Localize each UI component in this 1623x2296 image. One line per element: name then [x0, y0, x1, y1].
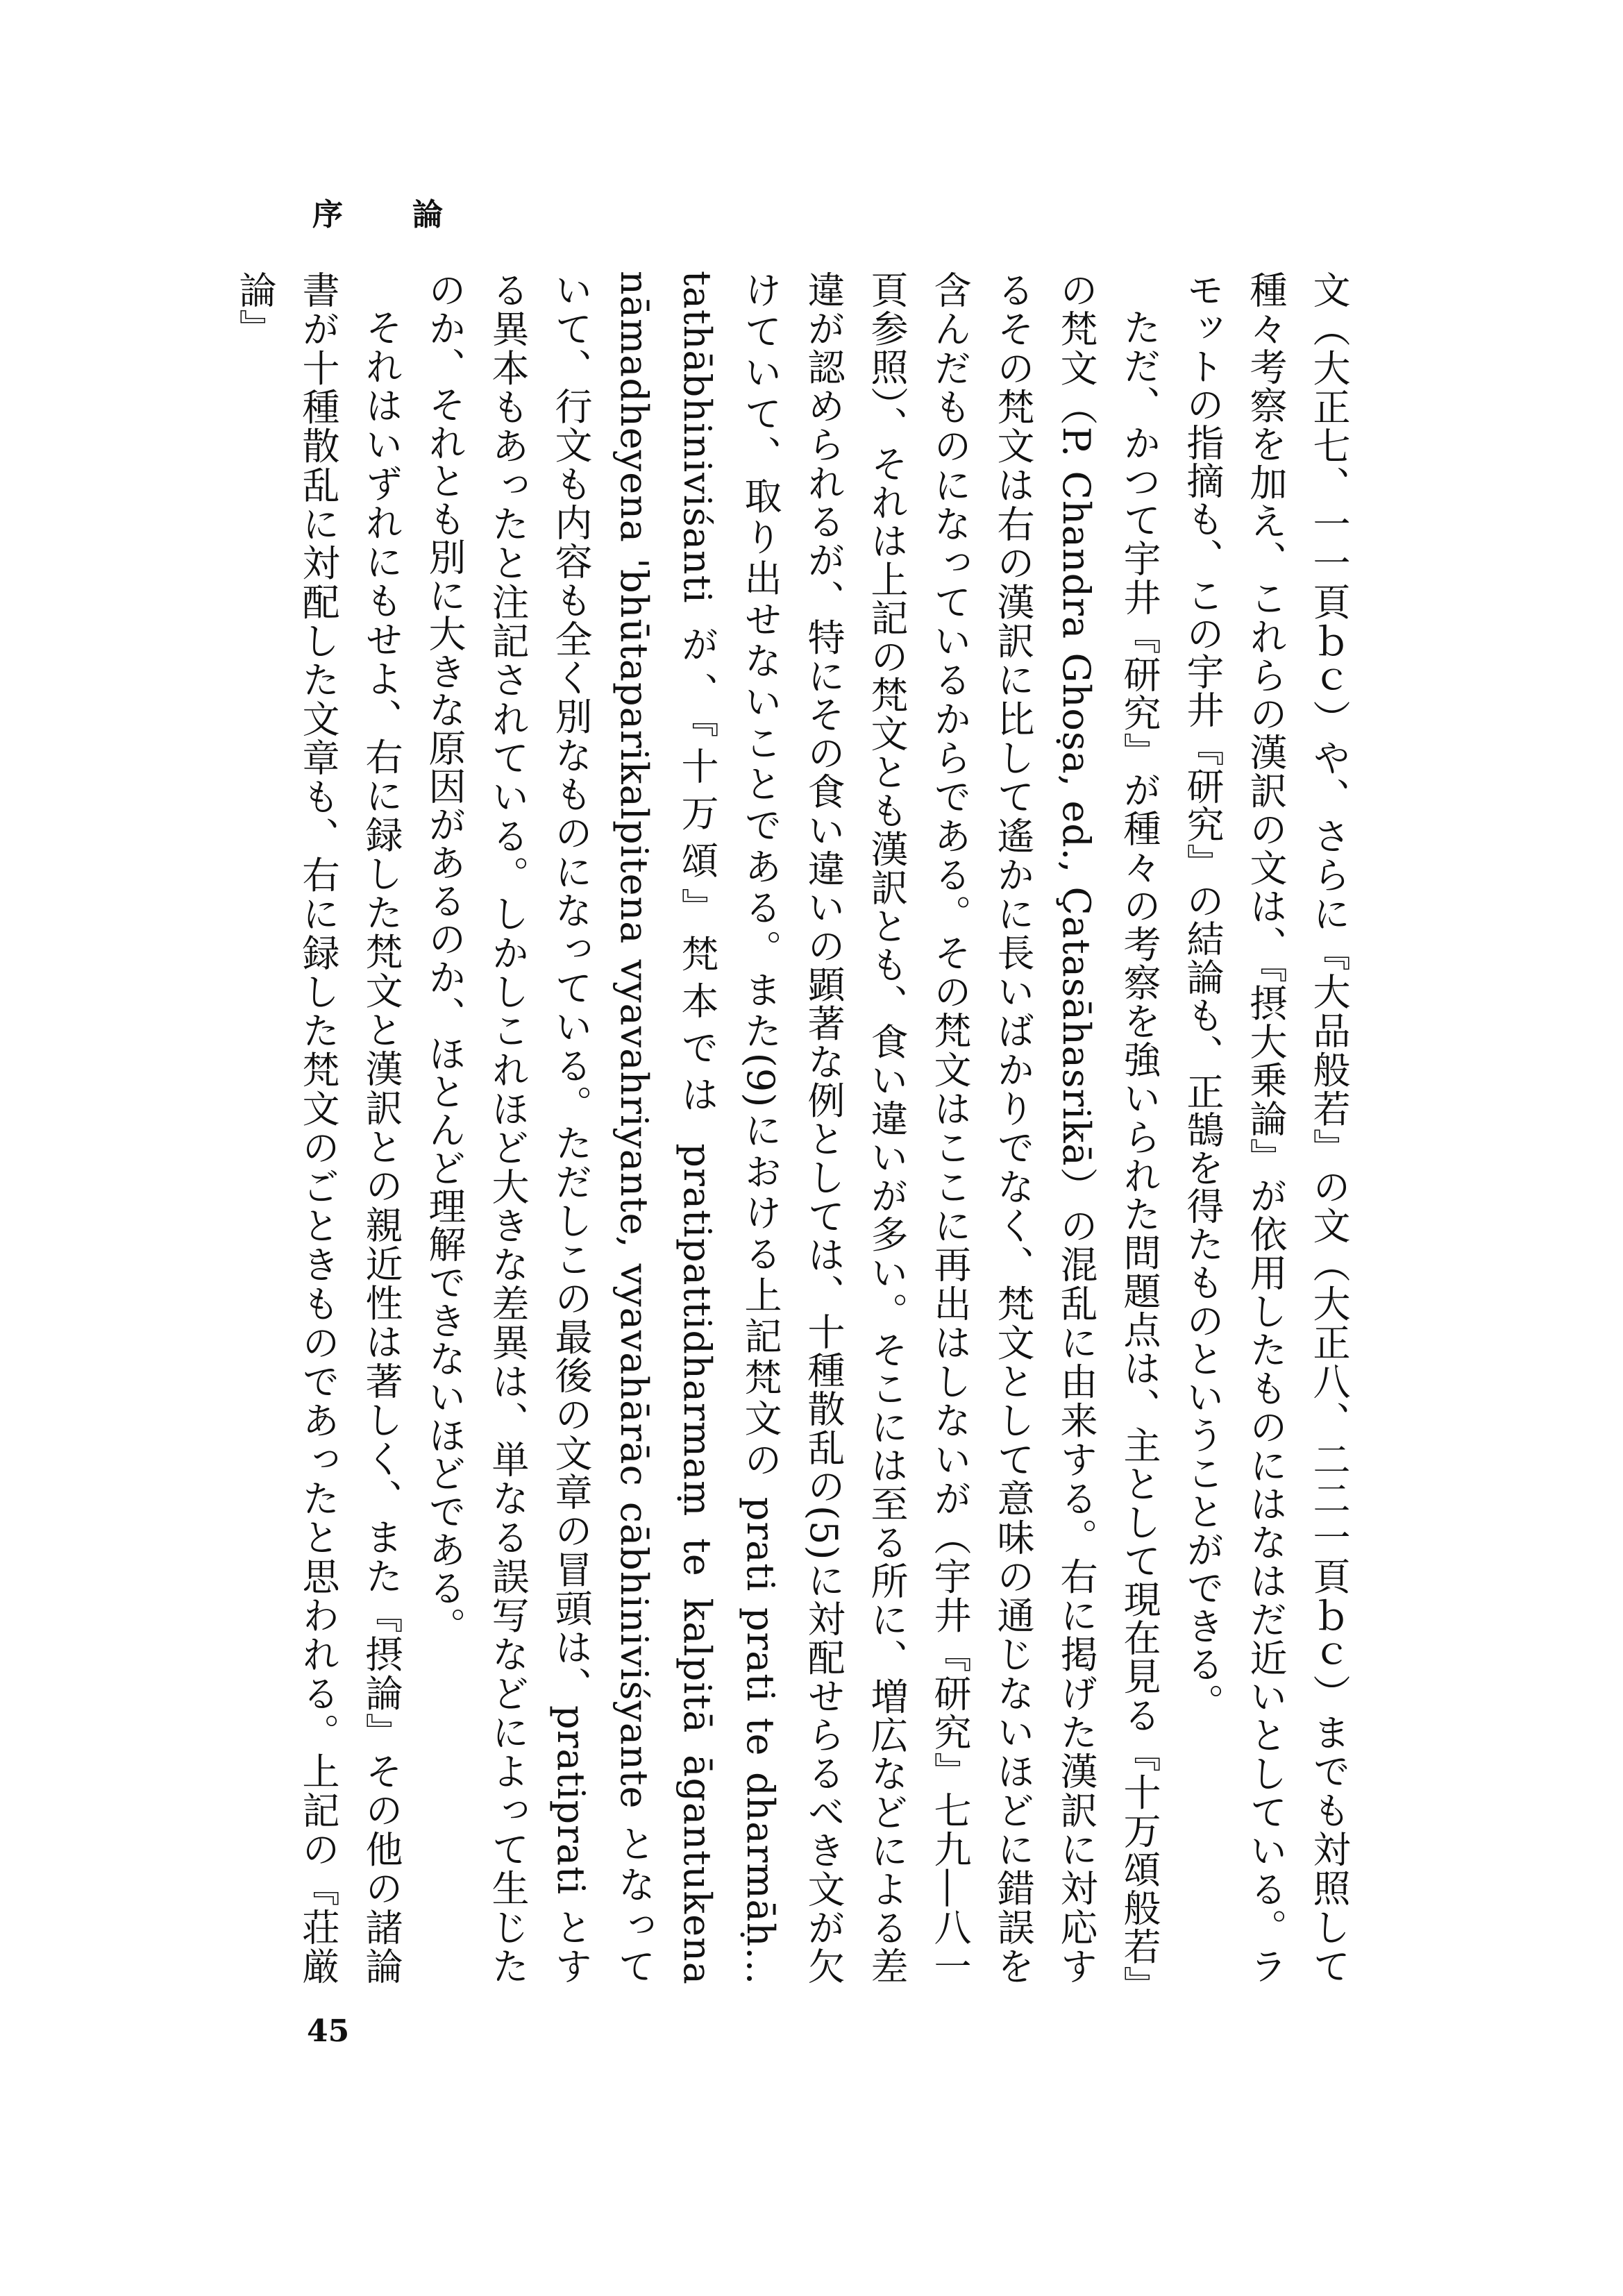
running-title: 序論 — [312, 197, 512, 233]
paragraph-2: ただ、かつて宇井『研究』が種々の考察を強いられた問題点は、主として現在見る『十万頌般若』の梵文（P. Chandra Ghoṣa, ed., Çatasāhasrikā）の混乱に由来する。右に掲げた漢訳に対応するその梵文は右の漢訳に比して遙かに長いばかりでなく、梵文として意味の通じないほどに錯誤を含んだものになっているからである。その梵文はここに再出はしないが（宇井『研究』七九―八一頁参照）、それは上記の梵文とも漢訳とも、食い違いが多い。そこには至る所に、増広などによる差違が認められるが、特にその食い違いの顕著な例としては、十種散乱の(5)に対配せらるべき文が欠けていて、取り出せないことである。また(9)における上記梵文の prati prati te dharmāḥ... tathābhiniviśanti が、『十万頌』梵本では pratipattidharmaṃ te kalpitā āgantukena nāmadheyena 'bhūtaparikalpitena vyavahriyante, vyavahārāc cābhiniviśyante となっていて、行文も内容も全く別なものになっている。ただしこの最後の文章の冒頭は、pratiprati とする異本もあったと注記されている。しかしこれほど大きな差異は、単なる誤写などによって生じたのか、それとも別に大きな原因があるのか、ほとんど理解できないほどである。 — [423, 271, 1161, 1985]
paragraph-3: それはいずれにもせよ、右に録した梵文と漢訳との親近性は著しく、また『摂論』その他の諸論書が十種散乱に対配した文章も、右に録した梵文のごときものであったと思われる。上記の『荘厳論』 — [233, 271, 403, 1985]
page-number: 45 — [307, 2014, 350, 2049]
paragraph-1: 文（大正七、一一頁ｂｃ）や、さらに『大品般若』の文（大正八、二二一頁ｂｃ）までも対照して種々考察を加え、これらの漢訳の文は、『摂大乗論』が依用したものにはなはだ近いとしている。ラモットの指摘も、この宇井『研究』の結論も、正鵠を得たものということができる。 — [1181, 271, 1351, 1985]
body-text — [233, 271, 1361, 1985]
